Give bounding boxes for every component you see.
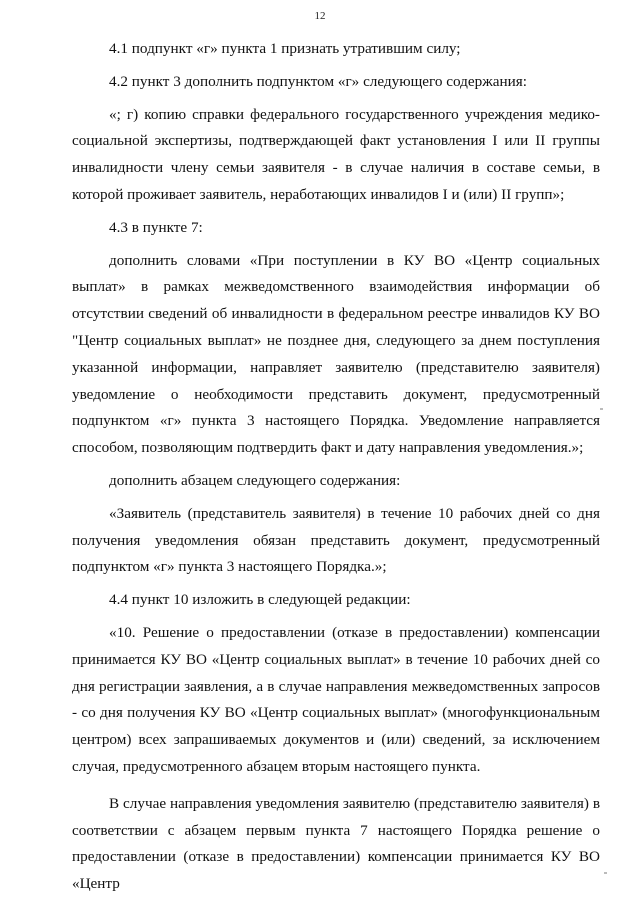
paragraph-4-4: 4.4 пункт 10 изложить в следующей редакции: — [109, 591, 411, 609]
document-body — [72, 36, 600, 898]
page-number: 12 — [314, 10, 326, 22]
paragraph-add-words: дополнить словами «При поступлении в КУ ВО «Центр социальных выплат» в рамках межведомственного взаимодействия информации об отсутствии сведений об инвалидности в федеральном реестре инвалидов КУ ВО "Центр социальных выплат» не позднее дня, следующего за днем поступления указанной информации, направляет заявителю (представителю заявителя) уведомление о необходимости представить документ, предусмотренный подпунктом «г» пункта 3 настоящего Порядка. Уведомление направляется способом, позволяющим подтвердить факт и дату направления уведомления.»; — [72, 251, 600, 457]
paragraph-subclause-g: «; г) копию справки федерального государственного учреждения медико-социальной экспертизы, подтверждающей факт установления I или II группы инвалидности члену семьи заявителя - в случае наличия в составе семьи, в которой проживает заявитель, неработающих инвалидов I и (или) II групп»; — [72, 105, 600, 203]
paragraph-notification-case: В случае направления уведомления заявителю (представителю заявителя) в соответствии с абзацем первым пункта 7 настоящего Порядка решение о предоставлении (отказе в предоставлении) компенсации принимается КУ ВО «Центр — [72, 794, 600, 893]
paragraph-add-abzac: дополнить абзацем следующего содержания: — [109, 471, 401, 489]
paragraph-4-3: 4.3 в пункте 7: — [109, 218, 203, 236]
paragraph-4-2: 4.2 пункт 3 дополнить подпунктом «г» следующего содержания: — [109, 72, 527, 90]
paragraph-4-1: 4.1 подпункт «г» пункта 1 признать утратившим силу; — [109, 40, 461, 57]
paragraph-decision-10: «10. Решение о предоставлении (отказе в предоставлении) компенсации принимается КУ ВО «Центр социальных выплат» в течение 10 рабочих дней со дня регистрации заявления, а в случае направления межведомственных запросов - со дня получения КУ ВО «Центр социальных выплат» (многофункциональным центром) всех запрашиваемых документов и (или) сведений, за исключением случая, предусмотренного абзацем вторым настоящего пункта. — [72, 623, 600, 775]
scan-speck — [604, 872, 607, 874]
scan-speck — [600, 408, 603, 410]
paragraph-applicant-deadline: «Заявитель (представитель заявителя) в течение 10 рабочих дней со дня получения уведомления обязан представить документ, предусмотренный подпунктом «г» пункта 3 настоящего Порядка.»; — [72, 504, 600, 576]
